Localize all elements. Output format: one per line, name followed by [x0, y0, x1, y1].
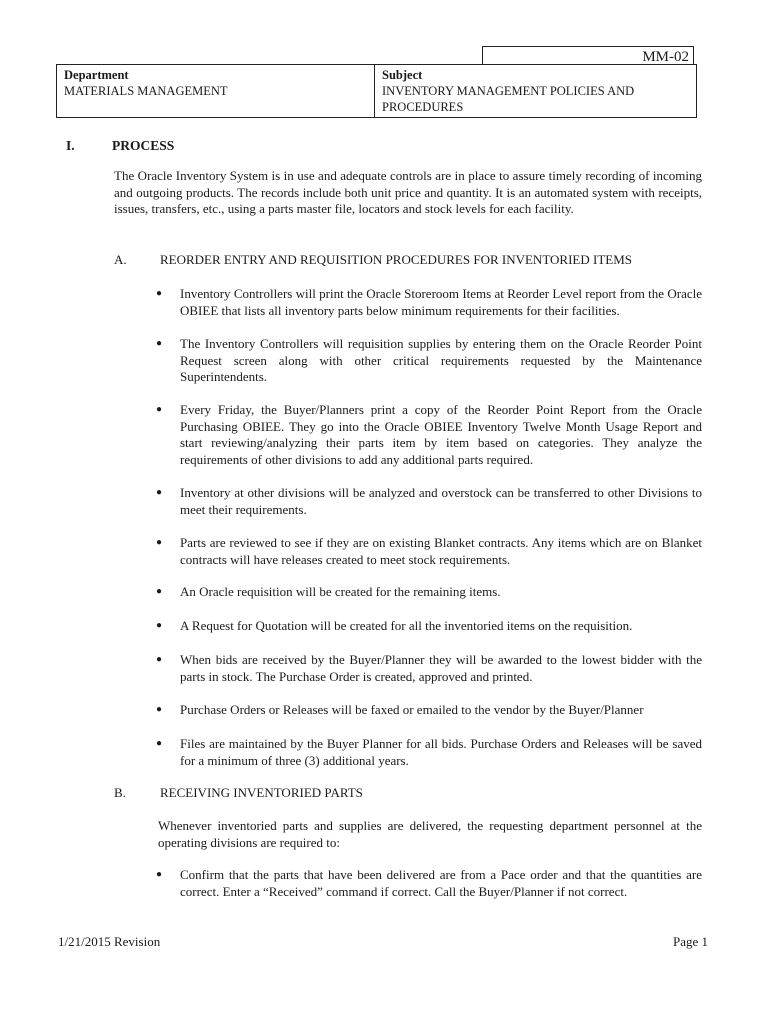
- bullet-dot-icon: ●: [156, 704, 163, 715]
- list-item: [156, 485, 702, 518]
- department-cell: [57, 65, 375, 117]
- list-item-text: Inventory Controllers will print the Oracle Storeroom Items at Reorder Level report from the Oracle OBIEE that lists all inventory parts below minimum requirements for their facilities.: [180, 286, 702, 318]
- list-item-text: Inventory at other divisions will be analyzed and overstock can be transferred to other Divisions to meet their requirements.: [180, 485, 702, 517]
- bullet-dot-icon: ●: [156, 654, 163, 665]
- section-intro: The Oracle Inventory System is in use and adequate controls are in place to assure timely recording of incoming and outgoing products. The records include both unit price and quantity. It is an automated system with receipts, issues, transfers, etc., using a parts master file, locators and stock levels for each facility.: [114, 168, 702, 216]
- header-table: [56, 64, 697, 118]
- bullet-dot-icon: ●: [156, 288, 163, 299]
- list-item: [156, 402, 702, 468]
- list-item: [156, 286, 702, 319]
- doc-code-box: [482, 46, 694, 65]
- list-item: [156, 736, 702, 769]
- bullet-dot-icon: ●: [156, 487, 163, 498]
- list-item-text: When bids are received by the Buyer/Planner they will be awarded to the lowest bidder with the parts in stock. The Purchase Order is created, approved and printed.: [180, 652, 702, 684]
- list-item: [156, 584, 702, 601]
- list-item: [156, 652, 702, 685]
- list-item-text: Files are maintained by the Buyer Planner for all bids. Purchase Orders and Releases will be saved for a minimum of three (3) additional years.: [180, 736, 702, 768]
- subsection-a-letter: A.: [114, 252, 127, 267]
- list-item-text: A Request for Quotation will be created for all the inventoried items on the requisition.: [180, 618, 633, 633]
- list-item-text: The Inventory Controllers will requisition supplies by entering them on the Oracle Reorder Point Request screen along with other critical requirements requested by the Maintenance Superintendents.: [180, 336, 702, 384]
- section-heading: [66, 138, 174, 154]
- subject-value-line1: INVENTORY MANAGEMENT POLICIES AND: [382, 84, 635, 98]
- subsection-b-intro: Whenever inventoried parts and supplies are delivered, the requesting department personnel at the operating divisions are required to:: [158, 818, 702, 850]
- bullet-dot-icon: ●: [156, 338, 163, 349]
- list-item-text: Purchase Orders or Releases will be faxed or emailed to the vendor by the Buyer/Planner: [180, 702, 644, 717]
- list-item: [156, 867, 702, 900]
- bullet-dot-icon: ●: [156, 738, 163, 749]
- subject-value-line2: PROCEDURES: [382, 100, 464, 114]
- subsection-b-heading: [114, 785, 363, 801]
- bullet-dot-icon: ●: [156, 620, 163, 631]
- subsection-b-title: RECEIVING INVENTORIED PARTS: [160, 785, 363, 800]
- list-item: [156, 702, 702, 719]
- subsection-a-title: REORDER ENTRY AND REQUISITION PROCEDURES FOR INVENTORIED ITEMS: [160, 252, 632, 267]
- list-item-text: Every Friday, the Buyer/Planners print a copy of the Reorder Point Report from the Oracle Purchasing OBIEE. They go into the Oracle OBIEE Inventory Twelve Month Usage Report and start reviewing/analyzing their parts item by item based on categories. They analyze the requirements of other divisions to add any additional parts required.: [180, 402, 702, 467]
- doc-code: MM-02: [642, 49, 689, 65]
- subject-cell: [375, 65, 696, 117]
- list-item-text: Parts are reviewed to see if they are on existing Blanket contracts. Any items which are on Blanket contracts will have releases created to meet stock requirements.: [180, 535, 702, 567]
- list-item: [156, 618, 702, 635]
- list-item: [156, 336, 702, 386]
- list-item-text: An Oracle requisition will be created for the remaining items.: [180, 584, 501, 599]
- list-item-text: Confirm that the parts that have been delivered are from a Pace order and that the quantities are correct. Enter a “Received” command if correct. Call the Buyer/Planner if not correct.: [180, 867, 702, 899]
- footer-revision: 1/21/2015 Revision: [58, 934, 161, 949]
- section-title: PROCESS: [112, 138, 175, 153]
- subsection-a-heading: [114, 252, 632, 268]
- department-value: MATERIALS MANAGEMENT: [64, 84, 228, 98]
- list-item: [156, 535, 702, 568]
- bullet-dot-icon: ●: [156, 869, 163, 880]
- bullet-dot-icon: ●: [156, 586, 163, 597]
- bullet-dot-icon: ●: [156, 404, 163, 415]
- subsection-b-letter: B.: [114, 785, 126, 800]
- section-number: I.: [66, 138, 75, 153]
- subject-label: Subject: [382, 68, 423, 82]
- bullet-dot-icon: ●: [156, 537, 163, 548]
- department-label: Department: [64, 68, 129, 82]
- footer-page-number: Page 1: [672, 934, 708, 949]
